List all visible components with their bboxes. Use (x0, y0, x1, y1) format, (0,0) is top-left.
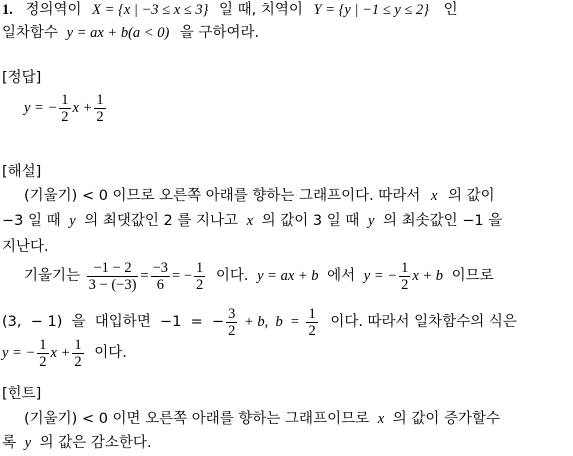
answer-formula (24, 88, 108, 128)
explanation-text: 의 값이 3 일 때 (261, 213, 360, 229)
equation: x + b (412, 268, 444, 284)
fraction: $\frac{-1 - 2}{3 - (-3)}$ (88, 259, 137, 293)
fraction: $\frac{3}{2}$ (228, 305, 236, 339)
explanation-text: (기울기) < 0 이므로 오른쪽 아래를 향하는 그래프이다. 따라서 (24, 188, 421, 204)
domain-set: X = {x | −3 ≤ x ≤ 3} (92, 2, 209, 18)
var-x: x (377, 411, 385, 427)
fraction: $\frac{1}{2}$ (308, 305, 316, 339)
var-y: y (69, 213, 76, 229)
hint-text: 의 값이 증가할수 (392, 411, 501, 427)
fraction: $\frac{-3}{6}$ (152, 259, 169, 293)
problem-line-1 (2, 0, 458, 20)
equation: x + (50, 345, 71, 361)
var-y: y (367, 213, 375, 229)
equation: y = ax + b (257, 268, 319, 284)
equation: y = − (363, 268, 398, 284)
fraction: $\frac{1}{2}$ (74, 336, 82, 370)
fraction: $\frac{1}{2}$ (96, 91, 104, 125)
answer-header: [정답] (2, 70, 42, 86)
hint-line-2 (2, 433, 152, 453)
answer-lhs: y = − (24, 100, 58, 116)
problem-text: 인 (443, 2, 458, 18)
hint-text: 록 (2, 435, 17, 451)
hint-text: (기울기) < 0 이면 오른쪽 아래를 향하는 그래프이므로 (24, 411, 370, 427)
explanation-text: 기울기는 (24, 268, 81, 284)
explanation-line-6 (2, 334, 127, 372)
hint-line-1 (24, 409, 500, 429)
problem-line-2 (2, 23, 259, 43)
explanation-text: (3, − 1) 을 대입하면 −1 = − (2, 314, 225, 330)
var-x: x (430, 188, 438, 204)
explanation-text: −3 일 때 (2, 213, 61, 229)
hint-text: 의 값은 감소한다. (39, 435, 152, 451)
explanation-text: 의 최솟값인 −1 을 (383, 213, 503, 229)
answer-mid: x + (72, 100, 93, 116)
equation: + b, b = (244, 314, 300, 330)
explanation-line-3: 지난다. (2, 239, 49, 255)
equation: y = − (2, 345, 36, 361)
explanation-text: 의 값이 (448, 188, 495, 204)
problem-text: 정의역이 (25, 2, 82, 18)
hint-header: [힌트] (2, 386, 42, 402)
fraction: $\frac{1}{2}$ (401, 259, 409, 293)
problem-number: 1. (2, 2, 13, 18)
problem-text: 일차함수 (2, 25, 59, 41)
equals: = (140, 268, 149, 284)
explanation-line-4 (24, 254, 494, 298)
explanation-text: 이다. (94, 345, 127, 361)
explanation-text: 이므로 (451, 268, 494, 284)
explanation-text: 의 최댓값인 2 를 지나고 (84, 213, 238, 229)
range-set: Y = {y | −1 ≤ y ≤ 2} (313, 2, 430, 18)
fraction: $\frac{1}{2}$ (61, 91, 69, 125)
explanation-line-2 (2, 211, 502, 231)
explanation-header: [해설] (2, 164, 42, 180)
problem-text: 일 때, 치역이 (219, 2, 303, 18)
var-y: y (24, 435, 32, 451)
var-x: x (246, 213, 254, 229)
function-expression: y = ax + b(a < 0) (66, 25, 170, 41)
explanation-text: 이다. 따라서 일차함수의 식은 (330, 314, 517, 330)
equals: = − (172, 268, 193, 284)
explanation-text: 이다. (215, 268, 249, 284)
explanation-line-1 (24, 186, 495, 206)
problem-text: 을 구하여라. (179, 25, 260, 41)
explanation-text: 에서 (327, 268, 356, 284)
fraction: $\frac{1}{2}$ (196, 259, 204, 293)
fraction: $\frac{1}{2}$ (39, 336, 47, 370)
